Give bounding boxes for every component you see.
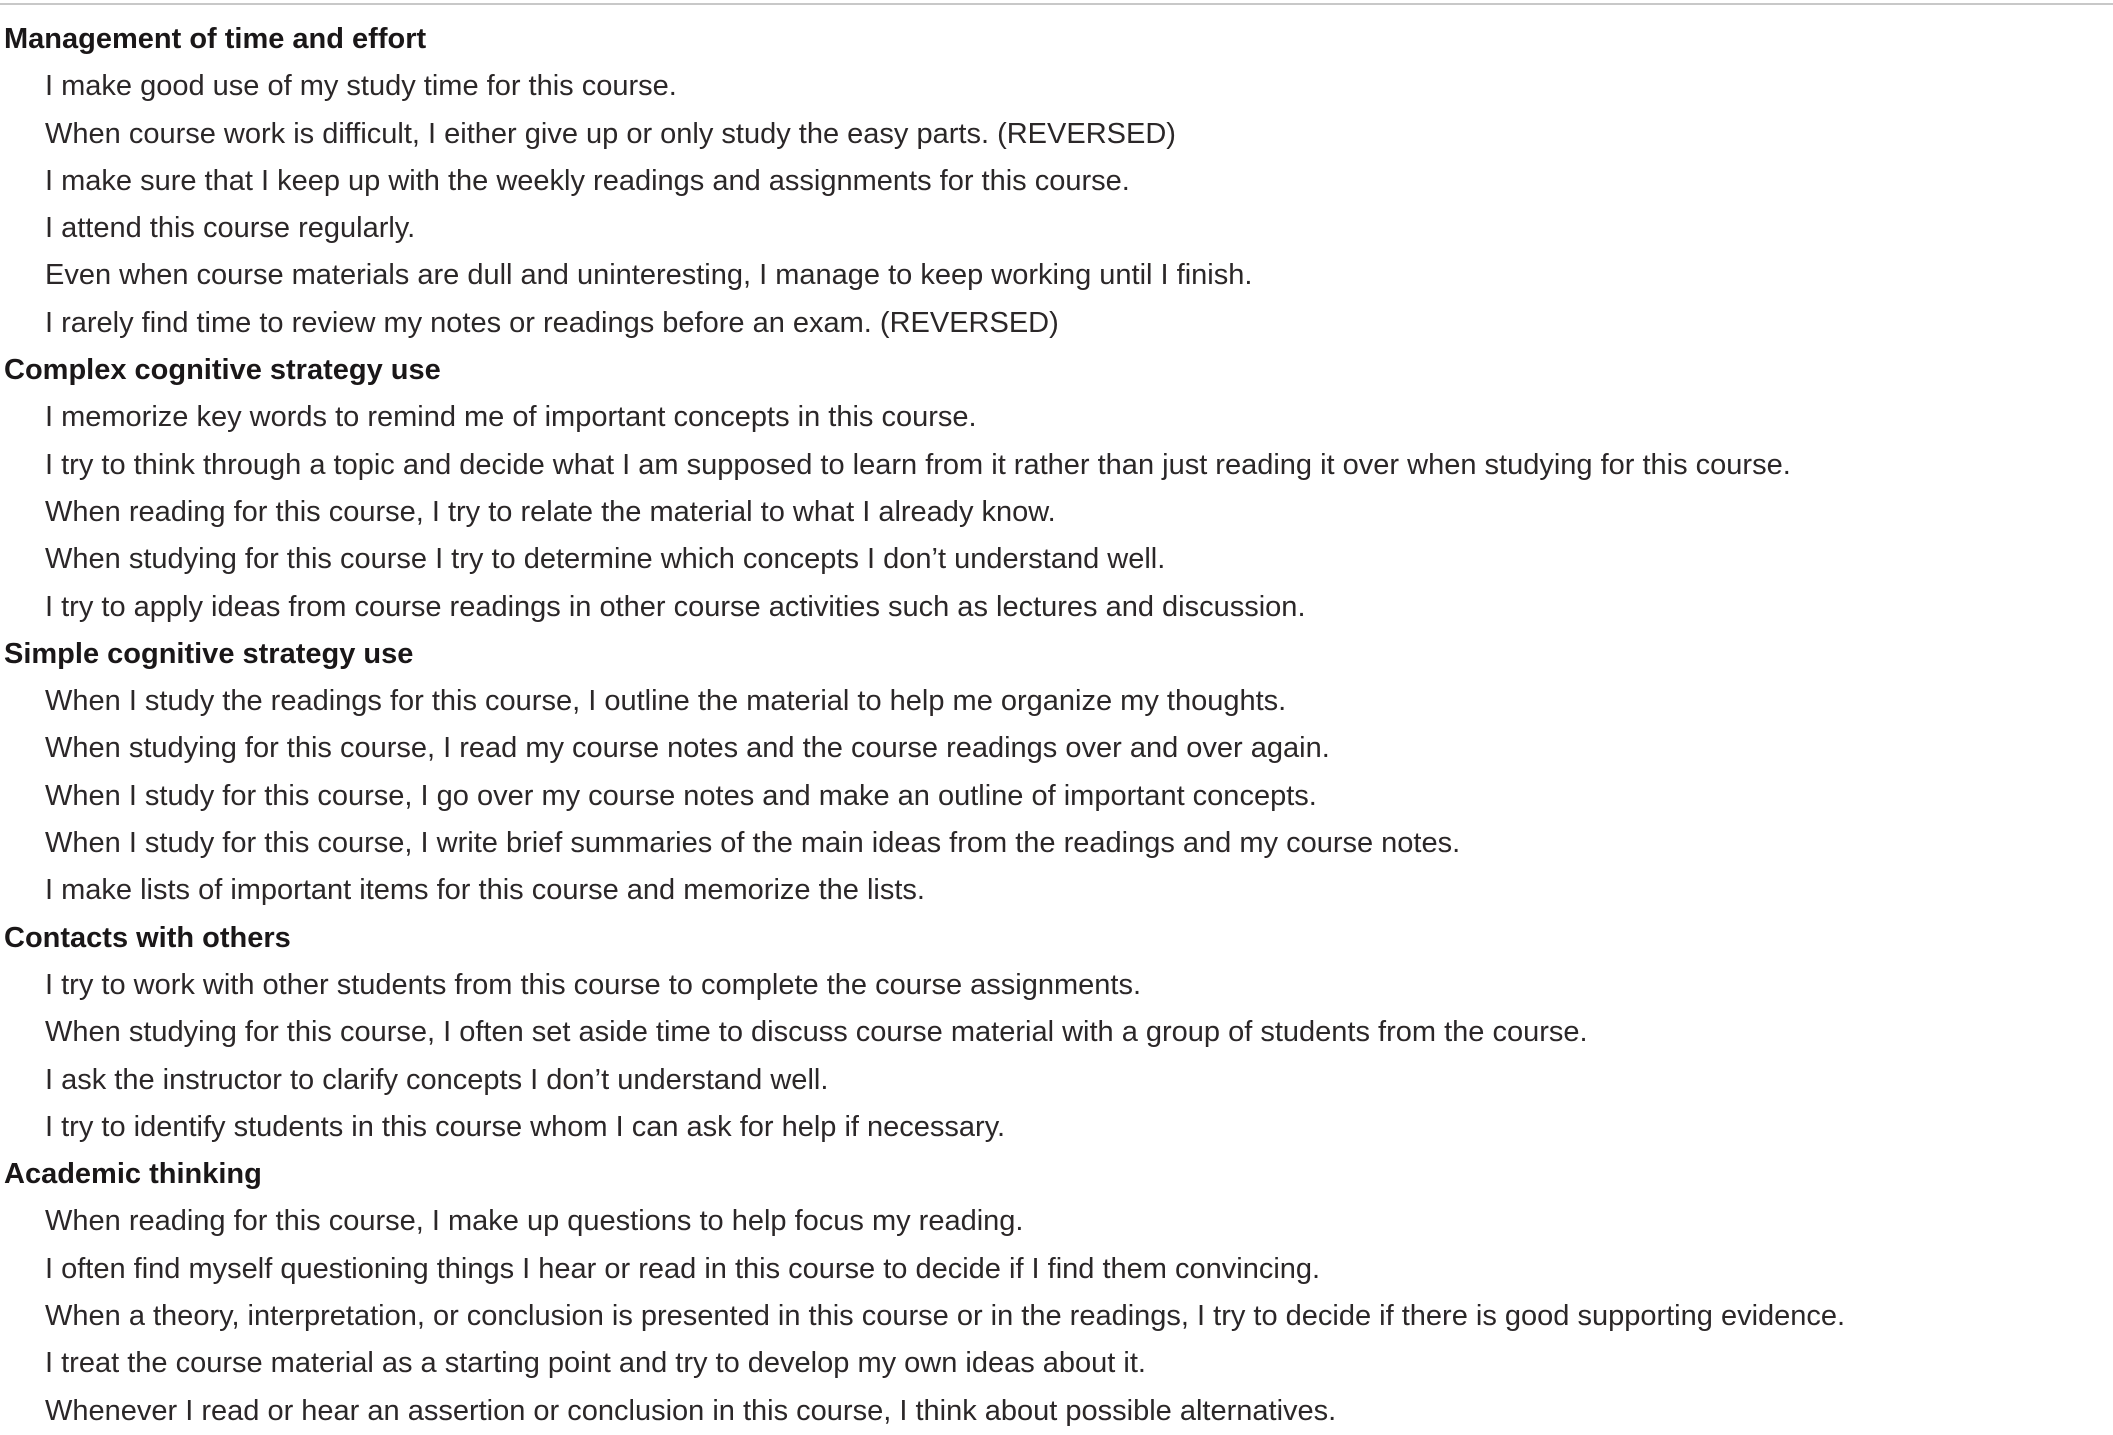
table-row: When course work is difficult, I either give up or only study the easy parts. (REVERSED) [45, 117, 1176, 150]
table-row: I try to apply ideas from course readings in other course activities such as lectures and discussion. [45, 590, 1306, 623]
section-heading-complex-cognitive: Complex cognitive strategy use [4, 354, 441, 387]
section-heading-contacts-with-others: Contacts with others [4, 921, 291, 954]
table-row: When I study the readings for this course, I outline the material to help me organize my thoughts. [45, 685, 1287, 718]
table-row: I memorize key words to remind me of important concepts in this course. [45, 401, 977, 434]
section-heading-academic-thinking: Academic thinking [4, 1158, 262, 1191]
table-top-rule [0, 3, 2113, 5]
table-row: I try to work with other students from this course to complete the course assignments. [45, 968, 1142, 1001]
table-row: When reading for this course, I try to relate the material to what I already know. [45, 495, 1056, 528]
table-row: When studying for this course, I read my course notes and the course readings over and over again. [45, 732, 1330, 765]
section-heading-management-of-time: Management of time and effort [4, 23, 427, 55]
table-row: When I study for this course, I go over my course notes and make an outline of important concepts. [45, 779, 1317, 812]
table-row: When I study for this course, I write brief summaries of the main ideas from the readings and my course notes. [45, 827, 1461, 860]
table-row: I make sure that I keep up with the weekly readings and assignments for this course. [45, 164, 1130, 197]
table-row: I make good use of my study time for this course. [45, 70, 677, 103]
table-row: Whenever I read or hear an assertion or conclusion in this course, I think about possible alternatives. [45, 1394, 1337, 1427]
table-row: I make lists of important items for this course and memorize the lists. [45, 874, 925, 907]
table-row: I rarely find time to review my notes or readings before an exam. (REVERSED) [45, 306, 1059, 339]
table-row: I try to identify students in this course whom I can ask for help if necessary. [45, 1110, 1006, 1143]
section-heading-simple-cognitive: Simple cognitive strategy use [4, 637, 414, 670]
table-row: When studying for this course I try to determine which concepts I don’t understand well. [45, 543, 1166, 576]
table-row: When reading for this course, I make up questions to help focus my reading. [45, 1205, 1024, 1238]
table-row: Even when course materials are dull and uninteresting, I manage to keep working until I finish. [45, 259, 1253, 292]
table-row: When studying for this course, I often set aside time to discuss course material with a group of students from the course. [45, 1016, 1588, 1049]
table-row: I try to think through a topic and decide what I am supposed to learn from it rather than just reading it over when studying for this course. [45, 448, 1791, 481]
table-row: I often find myself questioning things I hear or read in this course to decide if I find them convincing. [45, 1252, 1321, 1285]
table-row: I attend this course regularly. [45, 212, 416, 245]
table-row: I treat the course material as a starting point and try to develop my own ideas about it. [45, 1347, 1146, 1380]
table-row: When a theory, interpretation, or conclusion is presented in this course or in the readings, I try to decide if there is good supporting evidence. [45, 1300, 1846, 1333]
questionnaire-table [0, 16, 2113, 1435]
table-row: I ask the instructor to clarify concepts I don’t understand well. [45, 1063, 829, 1096]
